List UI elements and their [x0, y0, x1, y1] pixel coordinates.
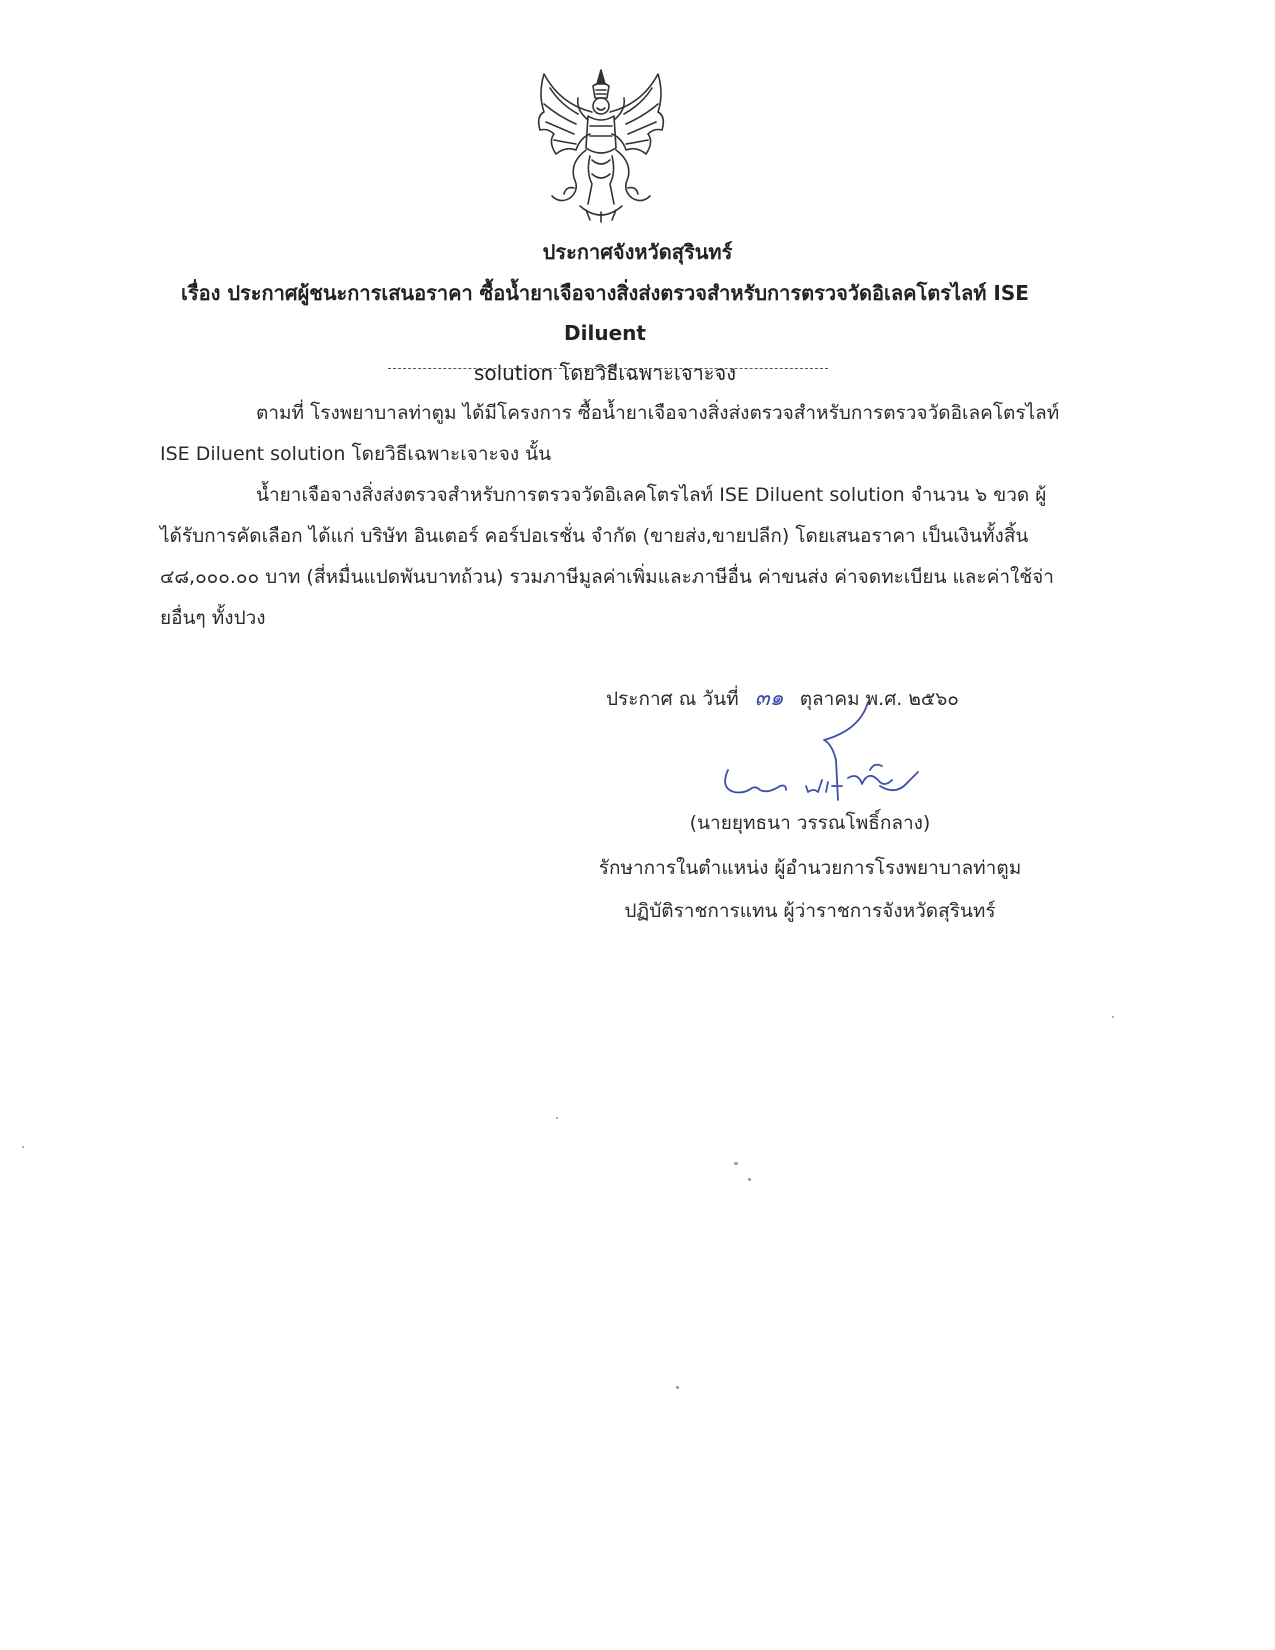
scan-speck	[556, 1117, 558, 1119]
handwritten-signature	[720, 700, 960, 820]
date-suffix: ตุลาคม พ.ศ. ๒๕๖๐	[799, 688, 959, 710]
signatory-name: (นายยุทธนา วรรณโพธิ์กลาง)	[689, 812, 931, 834]
subject-text-continued: solution โดยวิธีเฉพาะเจาะจง	[473, 361, 737, 385]
body-paragraph-2: น้ำยาเจือจางสิ่งส่งตรวจสำหรับการตรวจวัดอิเลคโตรไลท์ ISE Diluent solution จำนวน ๖ ขวด ผู้ได้รับการคัดเลือก ได้แก่ บริษัท อินเตอร์ คอร์ปอเรชั่น จำกัด (ขายส่ง,ขายปลีก) โดยเสนอราคา เป็นเงินทั้งสิ้น ๔๘,๐๐๐.๐๐ บาท (สี่หมื่นแปดพันบาทถ้วน) รวมภาษีมูลค่าเพิ่มและภาษีอื่น ค่าขนส่ง ค่าจดทะเบียน และค่าใช้จ่ายอื่นๆ ทั้งปวง	[160, 484, 1054, 629]
date-prefix: ประกาศ ณ วันที่	[606, 688, 739, 710]
signatory-role-line-1: รักษาการในตำแหน่ง ผู้อำนวยการโรงพยาบาลท่าตูม	[598, 857, 1022, 879]
scan-speck	[734, 1162, 738, 1165]
date-day-handwritten: ๓๑	[754, 686, 784, 711]
garuda-emblem-icon	[530, 64, 672, 224]
body-paragraph-1: ตามที่ โรงพยาบาลท่าตูม ได้มีโครงการ ซื้อน้ำยาเจือจางสิ่งส่งตรวจสำหรับการตรวจวัดอิเลคโตรไลท์ ISE Diluent solution โดยวิธีเฉพาะเจาะจง นั้น	[160, 402, 1060, 465]
scan-speck	[22, 1146, 24, 1148]
dashed-divider	[388, 368, 828, 369]
subject-prefix: เรื่อง	[181, 281, 221, 305]
signatory-role-line-2: ปฏิบัติราชการแทน ผู้ว่าราชการจังหวัดสุรินทร์	[624, 900, 996, 922]
announcement-subject	[160, 273, 1050, 393]
subject-text: ประกาศผู้ชนะการเสนอราคา ซื้อน้ำยาเจือจางสิ่งส่งตรวจสำหรับการตรวจวัดอิเลคโตรไลท์ ISE Diluent	[227, 281, 1029, 345]
scan-speck	[748, 1178, 751, 1181]
announcement-title: ประกาศจังหวัดสุรินทร์	[542, 240, 733, 264]
scan-speck	[676, 1386, 679, 1389]
scan-speck	[1112, 1016, 1114, 1018]
